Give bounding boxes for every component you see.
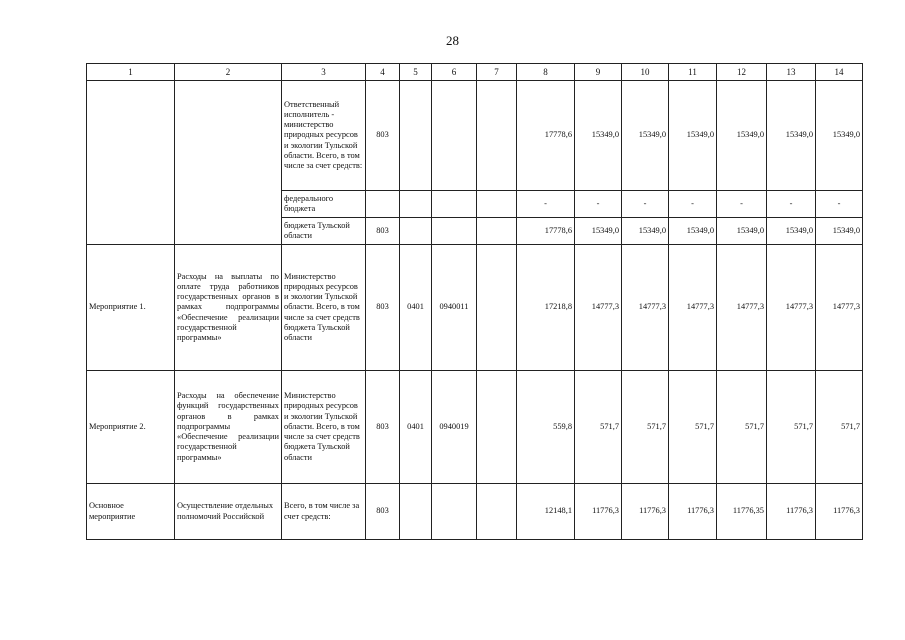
amount-cell-12: - bbox=[717, 191, 767, 218]
amount-cell-11: 15349,0 bbox=[669, 218, 717, 245]
event-name-cell bbox=[87, 81, 175, 245]
amount-cell-9: 14777,3 bbox=[575, 245, 622, 371]
funding-source-cell: Министерство природных ресурсов и экологии Тульской области. Всего, в том числе за счет средств бюджета Тульской области bbox=[282, 371, 366, 484]
amount-cell-14: 15349,0 bbox=[816, 81, 863, 191]
header-cell-10: 10 bbox=[622, 64, 669, 81]
event-name-cell: Основное мероприятие bbox=[87, 484, 175, 540]
amount-cell-12: 15349,0 bbox=[717, 218, 767, 245]
expense-type-cell bbox=[477, 484, 517, 540]
grbs-code-cell: 803 bbox=[366, 218, 400, 245]
amount-cell-10: 15349,0 bbox=[622, 218, 669, 245]
expense-type-cell bbox=[477, 245, 517, 371]
amount-cell-8: 17218,8 bbox=[517, 245, 575, 371]
amount-cell-13: 571,7 bbox=[767, 371, 816, 484]
amount-cell-11: 14777,3 bbox=[669, 245, 717, 371]
event-description-cell: Осуществление отдельных полномочий Российской bbox=[175, 484, 282, 540]
amount-cell-14: 15349,0 bbox=[816, 218, 863, 245]
header-cell-1: 1 bbox=[87, 64, 175, 81]
section-code-cell bbox=[400, 191, 432, 218]
amount-cell-11: - bbox=[669, 191, 717, 218]
section-code-cell bbox=[400, 484, 432, 540]
header-cell-6: 6 bbox=[432, 64, 477, 81]
amount-cell-10: - bbox=[622, 191, 669, 218]
amount-cell-13: 15349,0 bbox=[767, 81, 816, 191]
expense-type-cell bbox=[477, 191, 517, 218]
amount-cell-8: - bbox=[517, 191, 575, 218]
header-cell-7: 7 bbox=[477, 64, 517, 81]
amount-cell-13: 11776,3 bbox=[767, 484, 816, 540]
amount-cell-8: 17778,6 bbox=[517, 81, 575, 191]
header-cell-13: 13 bbox=[767, 64, 816, 81]
amount-cell-12: 571,7 bbox=[717, 371, 767, 484]
amount-cell-10: 11776,3 bbox=[622, 484, 669, 540]
funding-source-cell: федерального бюджета bbox=[282, 191, 366, 218]
header-cell-4: 4 bbox=[366, 64, 400, 81]
budget-table bbox=[86, 63, 863, 540]
section-code-cell bbox=[400, 218, 432, 245]
amount-cell-12: 14777,3 bbox=[717, 245, 767, 371]
table-row bbox=[87, 484, 863, 540]
amount-cell-9: 15349,0 bbox=[575, 218, 622, 245]
amount-cell-8: 12148,1 bbox=[517, 484, 575, 540]
amount-cell-14: 11776,3 bbox=[816, 484, 863, 540]
header-cell-5: 5 bbox=[400, 64, 432, 81]
amount-cell-12: 11776,35 bbox=[717, 484, 767, 540]
funding-source-cell: Ответственный исполнитель - министерство природных ресурсов и экологии Тульской области. Всего, в том числе за счет средств: bbox=[282, 81, 366, 191]
funding-source-cell: Всего, в том числе за счет средств: bbox=[282, 484, 366, 540]
amount-cell-10: 15349,0 bbox=[622, 81, 669, 191]
amount-cell-11: 15349,0 bbox=[669, 81, 717, 191]
amount-cell-14: 571,7 bbox=[816, 371, 863, 484]
amount-cell-11: 571,7 bbox=[669, 371, 717, 484]
target-article-cell bbox=[432, 191, 477, 218]
target-article-cell: 0940019 bbox=[432, 371, 477, 484]
expense-type-cell bbox=[477, 218, 517, 245]
target-article-cell bbox=[432, 81, 477, 191]
funding-source-cell: Министерство природных ресурсов и экологии Тульской области. Всего, в том числе за счет средств бюджета Тульской области bbox=[282, 245, 366, 371]
page-number: 28 bbox=[446, 33, 459, 48]
header-cell-8: 8 bbox=[517, 64, 575, 81]
amount-cell-9: 11776,3 bbox=[575, 484, 622, 540]
grbs-code-cell bbox=[366, 191, 400, 218]
event-description-cell: Расходы на обеспечение функций государственных органов в рамках подпрограммы «Обеспечение реализации государственной программы» bbox=[175, 371, 282, 484]
expense-type-cell bbox=[477, 81, 517, 191]
event-name-cell: Мероприятие 1. bbox=[87, 245, 175, 371]
section-code-cell: 0401 bbox=[400, 371, 432, 484]
amount-cell-10: 14777,3 bbox=[622, 245, 669, 371]
grbs-code-cell: 803 bbox=[366, 245, 400, 371]
header-cell-9: 9 bbox=[575, 64, 622, 81]
header-cell-14: 14 bbox=[816, 64, 863, 81]
amount-cell-9: - bbox=[575, 191, 622, 218]
header-row bbox=[87, 64, 863, 81]
table-row bbox=[87, 371, 863, 484]
section-code-cell: 0401 bbox=[400, 245, 432, 371]
section-code-cell bbox=[400, 81, 432, 191]
amount-cell-14: 14777,3 bbox=[816, 245, 863, 371]
header-cell-11: 11 bbox=[669, 64, 717, 81]
amount-cell-9: 571,7 bbox=[575, 371, 622, 484]
table-row bbox=[87, 245, 863, 371]
amount-cell-8: 559,8 bbox=[517, 371, 575, 484]
event-description-cell bbox=[175, 81, 282, 245]
amount-cell-12: 15349,0 bbox=[717, 81, 767, 191]
target-article-cell bbox=[432, 218, 477, 245]
amount-cell-13: 15349,0 bbox=[767, 218, 816, 245]
amount-cell-11: 11776,3 bbox=[669, 484, 717, 540]
amount-cell-9: 15349,0 bbox=[575, 81, 622, 191]
grbs-code-cell: 803 bbox=[366, 81, 400, 191]
expense-type-cell bbox=[477, 371, 517, 484]
amount-cell-10: 571,7 bbox=[622, 371, 669, 484]
amount-cell-8: 17778,6 bbox=[517, 218, 575, 245]
event-description-cell: Расходы на выплаты по оплате труда работников государственных органов в рамках подпрограммы «Обеспечение реализации государственной программы» bbox=[175, 245, 282, 371]
table-row bbox=[87, 81, 863, 191]
target-article-cell bbox=[432, 484, 477, 540]
amount-cell-13: 14777,3 bbox=[767, 245, 816, 371]
amount-cell-14: - bbox=[816, 191, 863, 218]
header-cell-3: 3 bbox=[282, 64, 366, 81]
amount-cell-13: - bbox=[767, 191, 816, 218]
header-cell-2: 2 bbox=[175, 64, 282, 81]
header-cell-12: 12 bbox=[717, 64, 767, 81]
funding-source-cell: бюджета Тульской области bbox=[282, 218, 366, 245]
event-name-cell: Мероприятие 2. bbox=[87, 371, 175, 484]
target-article-cell: 0940011 bbox=[432, 245, 477, 371]
grbs-code-cell: 803 bbox=[366, 484, 400, 540]
grbs-code-cell: 803 bbox=[366, 371, 400, 484]
